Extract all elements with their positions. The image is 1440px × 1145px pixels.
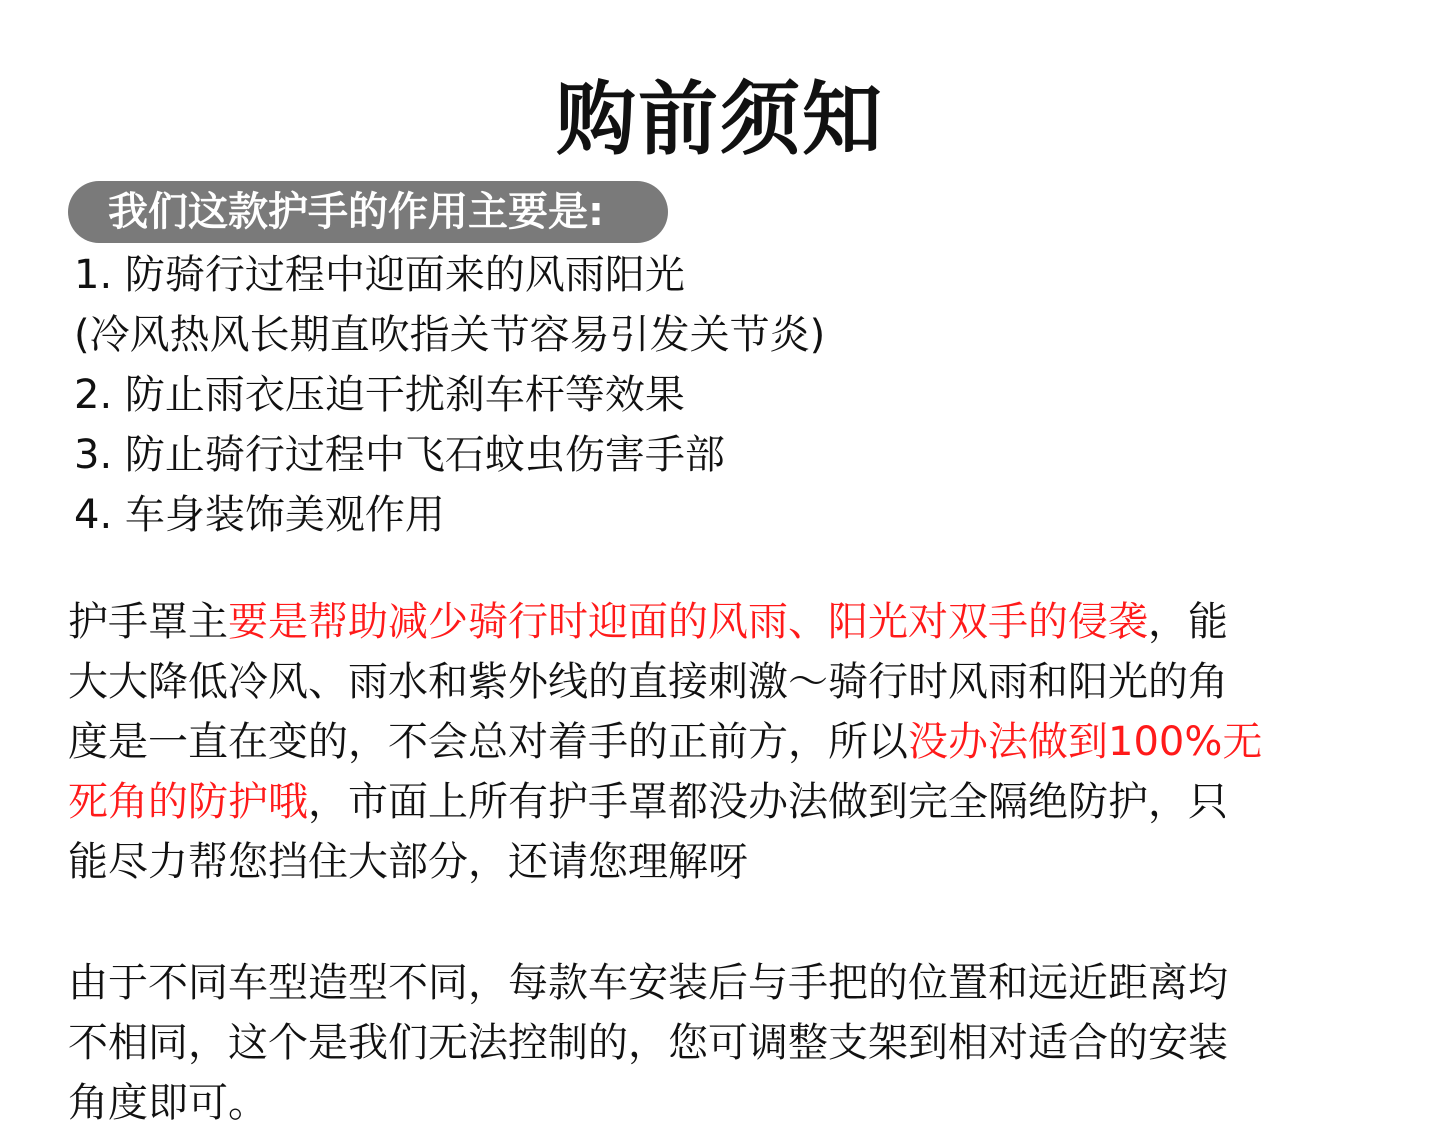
paragraph-line: 由于不同车型造型不同，每款车安装后与手把的位置和远近距离均 (68, 960, 1228, 1006)
function-list (74, 245, 825, 545)
notice-paragraph-protection (68, 592, 1262, 892)
paragraph-line (68, 712, 1262, 772)
paragraph-text: ，能 (1148, 599, 1228, 645)
highlight-text: 死角的防护哦 (68, 779, 308, 825)
paragraph-line (68, 592, 1262, 652)
list-item: 2. 防止雨衣压迫干扰刹车杆等效果 (74, 372, 685, 418)
section-label-badge (68, 181, 668, 243)
paragraph-line: 不相同，这个是我们无法控制的，您可调整支架到相对适合的安装 (68, 1020, 1228, 1066)
notice-paragraph-installation (68, 953, 1228, 1133)
highlight-text: 没办法做到100%无 (908, 719, 1263, 765)
paragraph-text: 度是一直在变的，不会总对着手的正前方，所以 (68, 719, 908, 765)
paragraph-line: 能尽力帮您挡住大部分，还请您理解呀 (68, 839, 748, 885)
paragraph-line: 大大降低冷风、雨水和紫外线的直接刺激～骑行时风雨和阳光的角 (68, 659, 1228, 705)
list-item: 4. 车身装饰美观作用 (74, 492, 445, 538)
paragraph-text: ，市面上所有护手罩都没办法做到完全隔绝防护，只 (308, 779, 1228, 825)
paragraph-line: 角度即可。 (68, 1080, 268, 1126)
paragraph-text: 护手罩主 (68, 599, 228, 645)
paragraph-line (68, 772, 1262, 832)
page-title: 购前须知 (556, 73, 884, 166)
highlight-text: 要是帮助减少骑行时迎面的风雨、阳光对双手的侵袭 (228, 599, 1148, 645)
section-label-text: 我们这款护手的作用主要是: (108, 189, 604, 235)
list-item-note: (冷风热风长期直吹指关节容易引发关节炎) (74, 312, 826, 358)
list-item: 3. 防止骑行过程中飞石蚊虫伤害手部 (74, 432, 725, 478)
list-item: 1. 防骑行过程中迎面来的风雨阳光 (74, 252, 685, 298)
